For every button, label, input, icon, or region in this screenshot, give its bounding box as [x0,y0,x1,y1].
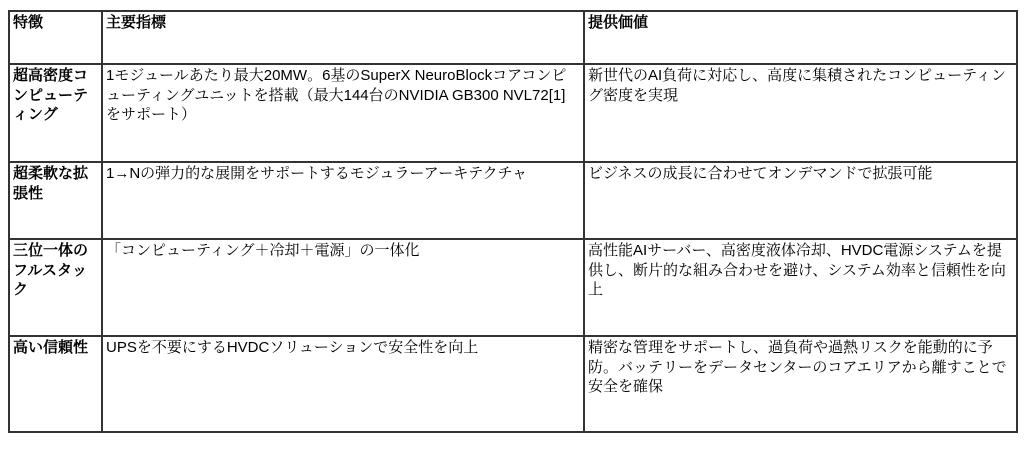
row2-feature-cell: 超柔軟な拡張性 [9,162,102,239]
table-row [9,239,1017,336]
table-header-row [9,11,1017,64]
table-row [9,162,1017,239]
row4-metric-cell: UPSを不要にするHVDCソリューションで安全性を向上 [102,336,584,432]
row3-feature-cell: 三位一体のフルスタック [9,239,102,336]
row3-value-cell: 高性能AIサーバー、高密度液体冷却、HVDC電源システムを提供し、断片的な組み合わせを避け、システム効率と信頼性を向上 [584,239,1017,336]
table-row [9,336,1017,432]
header-feature: 特徴 [9,11,102,64]
row2-value-cell: ビジネスの成長に合わせてオンデマンドで拡張可能 [584,162,1017,239]
row1-metric-cell: 1モジュールあたり最大20MW。6基のSuperX NeuroBlockコアコンピューティングユニットを搭載（最大144台のNVIDIA GB300 NVL72[1]をサポート） [102,64,584,162]
row2-metric-cell: 1→Nの弾力的な展開をサポートするモジュラーアーキテクチャ [102,162,584,239]
row4-value-cell: 精密な管理をサポートし、過負荷や過熱リスクを能動的に予防。バッテリーをデータセンターのコアエリアから離すことで安全を確保 [584,336,1017,432]
header-value: 提供価値 [584,11,1017,64]
row3-metric-cell: 「コンピューティング＋冷却＋電源」の一体化 [102,239,584,336]
header-metric: 主要指標 [102,11,584,64]
row1-feature-cell: 超高密度コンピューティング [9,64,102,162]
features-table [8,10,1018,433]
row1-value-cell: 新世代のAI負荷に対応し、高度に集積されたコンピューティング密度を実現 [584,64,1017,162]
row4-feature-cell: 高い信頼性 [9,336,102,432]
table-row [9,64,1017,162]
